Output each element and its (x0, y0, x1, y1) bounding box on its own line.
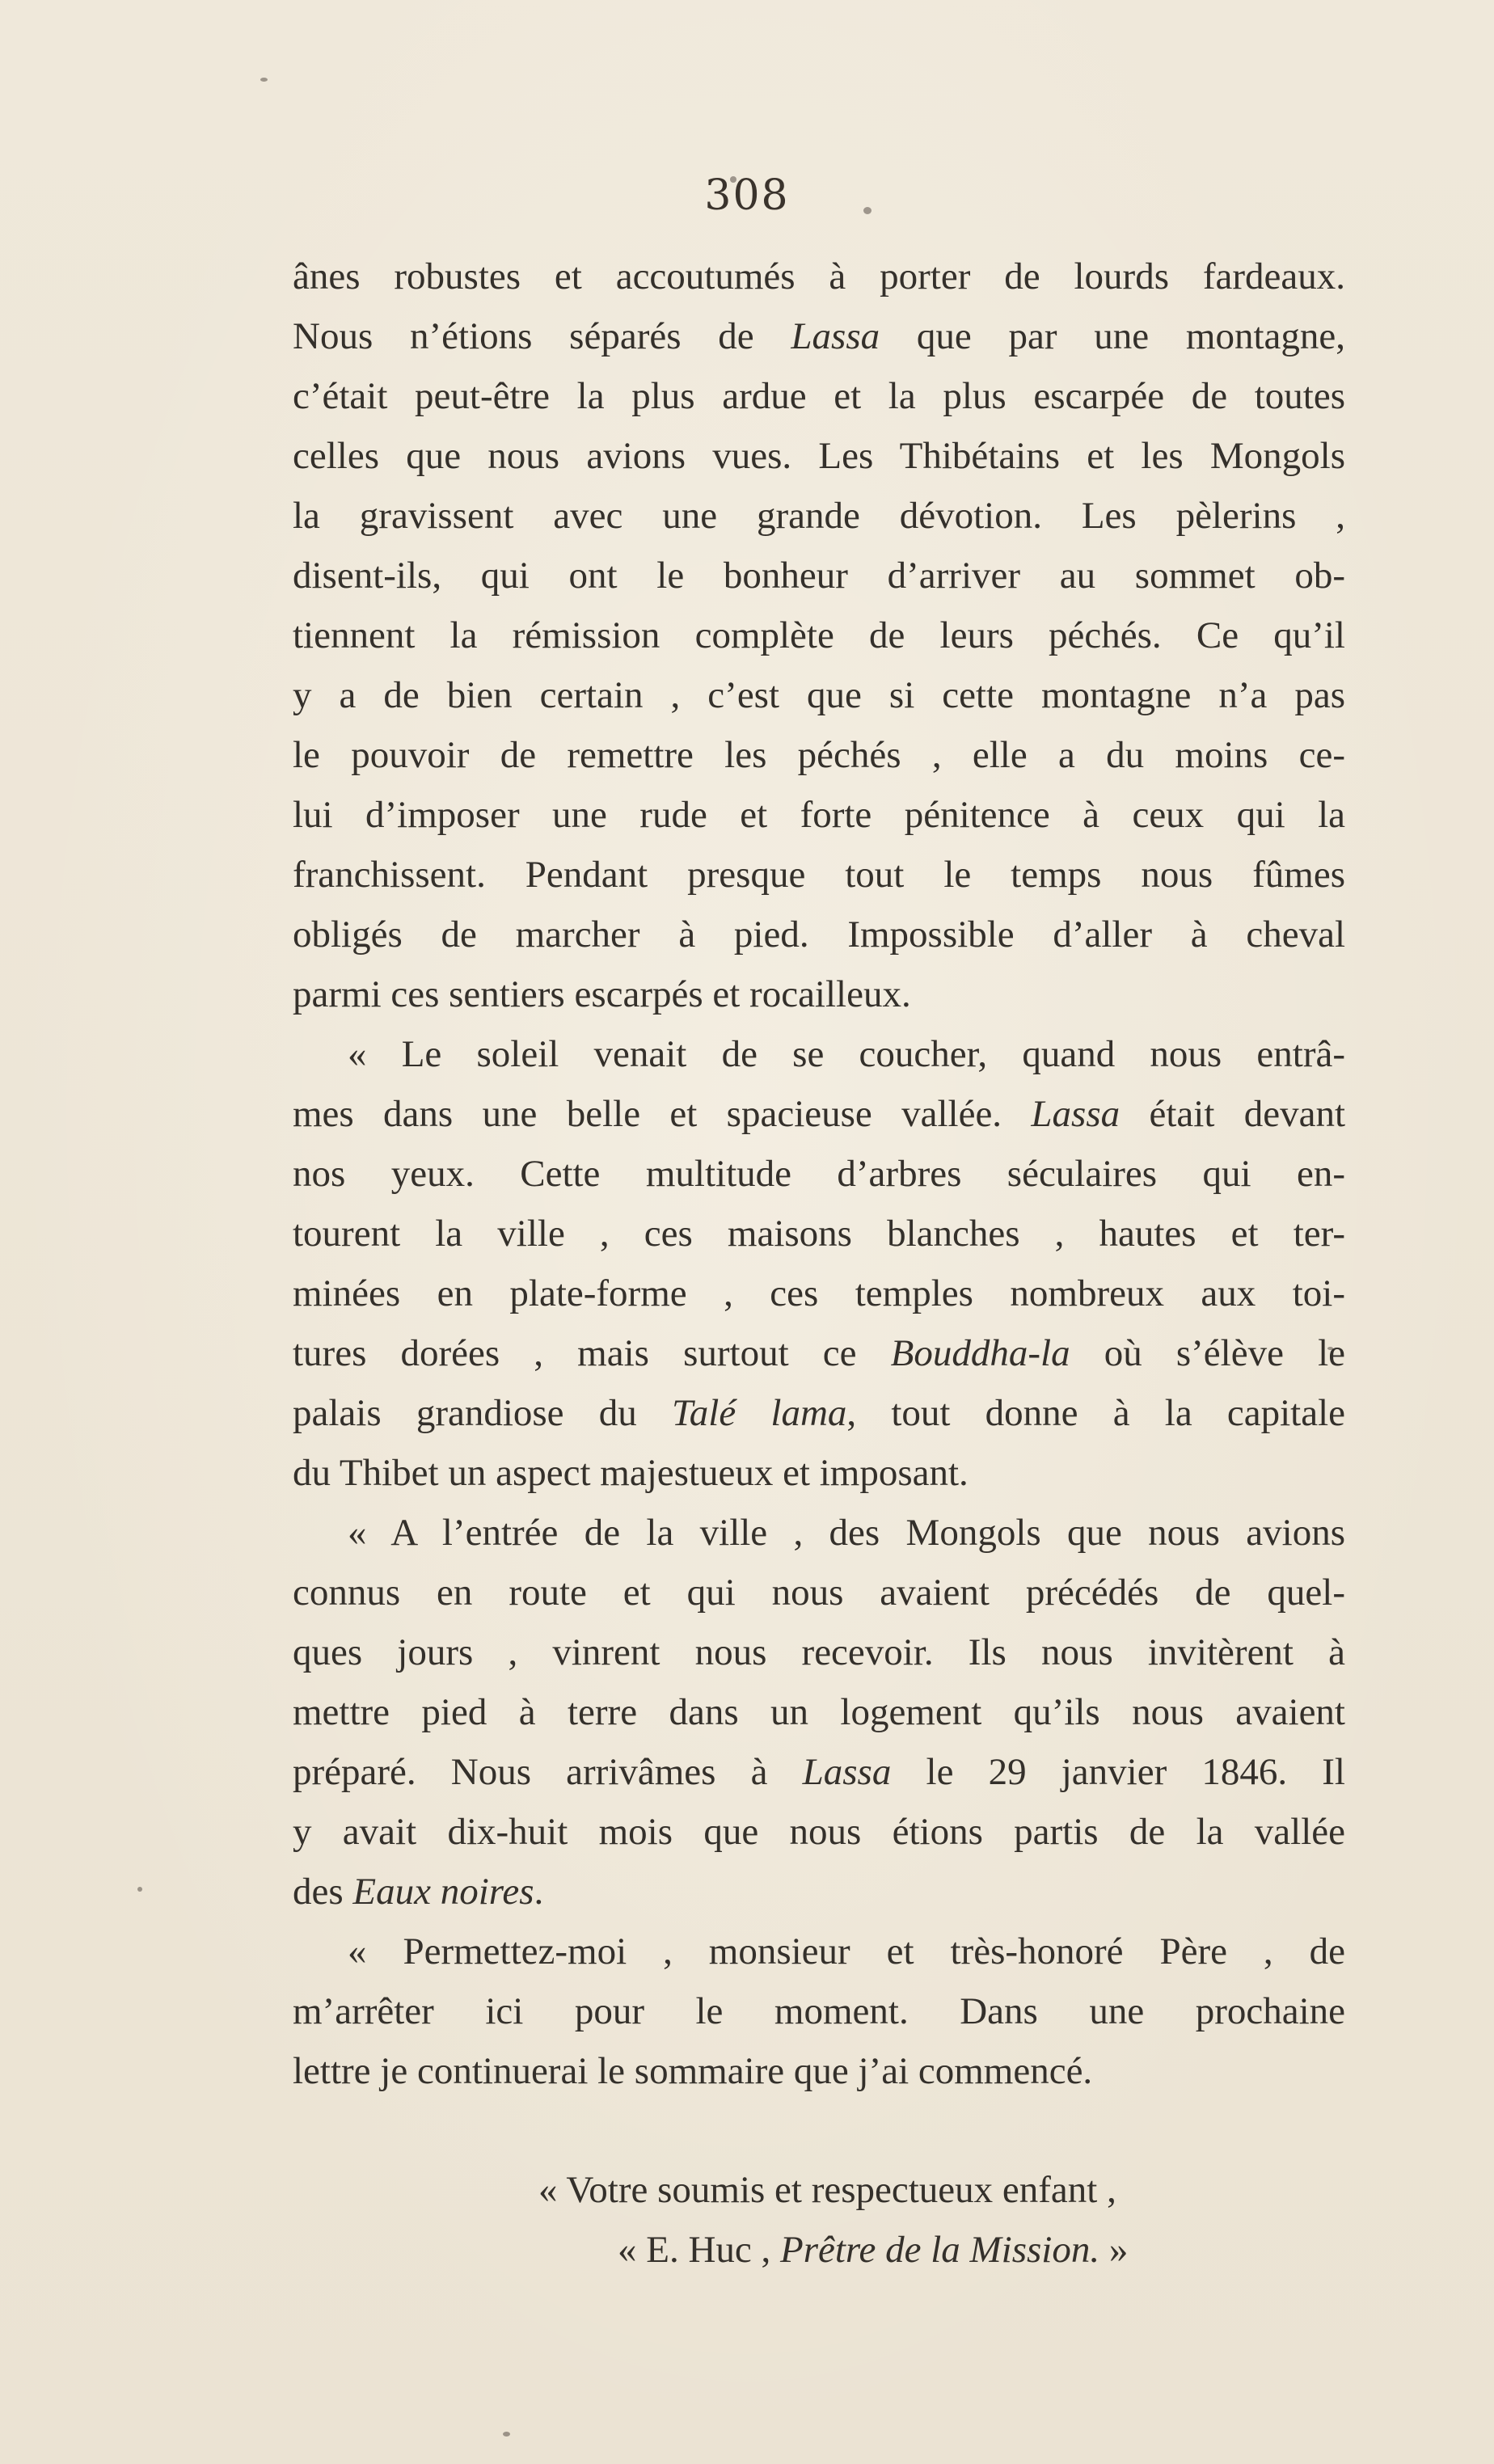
text-line: disent-ils, qui ont le bonheur d’arriver au sommet ob- (293, 555, 1345, 597)
text-line: palais grandiose du Talé lama, tout donne à la capitale (293, 1392, 1346, 1434)
paragraph (293, 1024, 1345, 1503)
text-line: nos yeux. Cette multitude d’arbres séculaires qui en- (293, 1153, 1345, 1195)
text-line: mes dans une belle et spacieuse vallée. Lassa était devant (293, 1093, 1345, 1135)
text-line: ques jours , vinrent nous recevoir. Ils nous invitèrent à (293, 1631, 1345, 1673)
text-line: connus en route et qui nous avaient précédés de quel- (293, 1572, 1345, 1614)
text-line: y avait dix-huit mois que nous étions partis de la vallée (293, 1811, 1345, 1853)
paper-speck (503, 2432, 510, 2437)
text-line: m’arrêter ici pour le moment. Dans une prochaine (293, 1990, 1345, 2032)
text-line: « A l’entrée de la ville , des Mongols que nous avions (348, 1512, 1345, 1554)
paragraph (293, 1922, 1345, 2101)
text-line: franchissent. Pendant presque tout le temps nous fûmes (293, 854, 1345, 896)
paper-speck (260, 78, 268, 82)
text-line: tourent la ville , ces maisons blanches , hautes et ter- (293, 1213, 1345, 1255)
paragraph (293, 1503, 1345, 1922)
text-line: le pouvoir de remettre les péchés , elle a du moins ce- (293, 734, 1345, 776)
text-line: tures dorées , mais surtout ce Bouddha-la où s’élève le (293, 1332, 1345, 1374)
body-text (293, 247, 1345, 2101)
closing-line: « Votre soumis et respectueux enfant , (538, 2169, 1116, 2211)
text-line: obligés de marcher à pied. Impossible d’aller à cheval (293, 913, 1345, 956)
text-line: celles que nous avions vues. Les Thibétains et les Mongols (293, 435, 1345, 477)
text-line: des Eaux noires. (293, 1871, 544, 1913)
page-number: 308 (704, 171, 790, 220)
paper-speck (137, 1887, 142, 1892)
paragraph (293, 247, 1345, 1024)
text-line: ânes robustes et accoutumés à porter de lourds fardeaux. (293, 255, 1345, 297)
text-line: lettre je continuerai le sommaire que j’ai commencé. (293, 2050, 1093, 2092)
text-line: Nous n’étions séparés de Lassa que par une montagne, (293, 315, 1346, 357)
text-line: mettre pied à terre dans un logement qu’ils nous avaient (293, 1691, 1345, 1733)
text-line: préparé. Nous arrivâmes à Lassa le 29 janvier 1846. Il (293, 1751, 1345, 1793)
signature-line: « E. Huc , Prêtre de la Mission. » (618, 2229, 1129, 2271)
text-line: lui d’imposer une rude et forte pénitence à ceux qui la (293, 794, 1345, 836)
text-line: minées en plate-forme , ces temples nombreux aux toi- (293, 1272, 1345, 1314)
text-line: tiennent la rémission complète de leurs péchés. Ce qu’il (293, 614, 1345, 656)
text-line: c’était peut-être la plus ardue et la plus escarpée de toutes (293, 375, 1345, 417)
text-line: « Le soleil venait de se coucher, quand nous entrâ- (348, 1033, 1345, 1075)
text-line: parmi ces sentiers escarpés et rocailleux. (293, 973, 911, 1015)
text-line: du Thibet un aspect majestueux et imposant. (293, 1452, 969, 1494)
text-line: la gravissent avec une grande dévotion. Les pèlerins , (293, 495, 1345, 537)
text-line: « Permettez-moi , monsieur et très-honoré Père , de (348, 1930, 1345, 1972)
text-line: y a de bien certain , c’est que si cette montagne n’a pas (293, 674, 1345, 716)
